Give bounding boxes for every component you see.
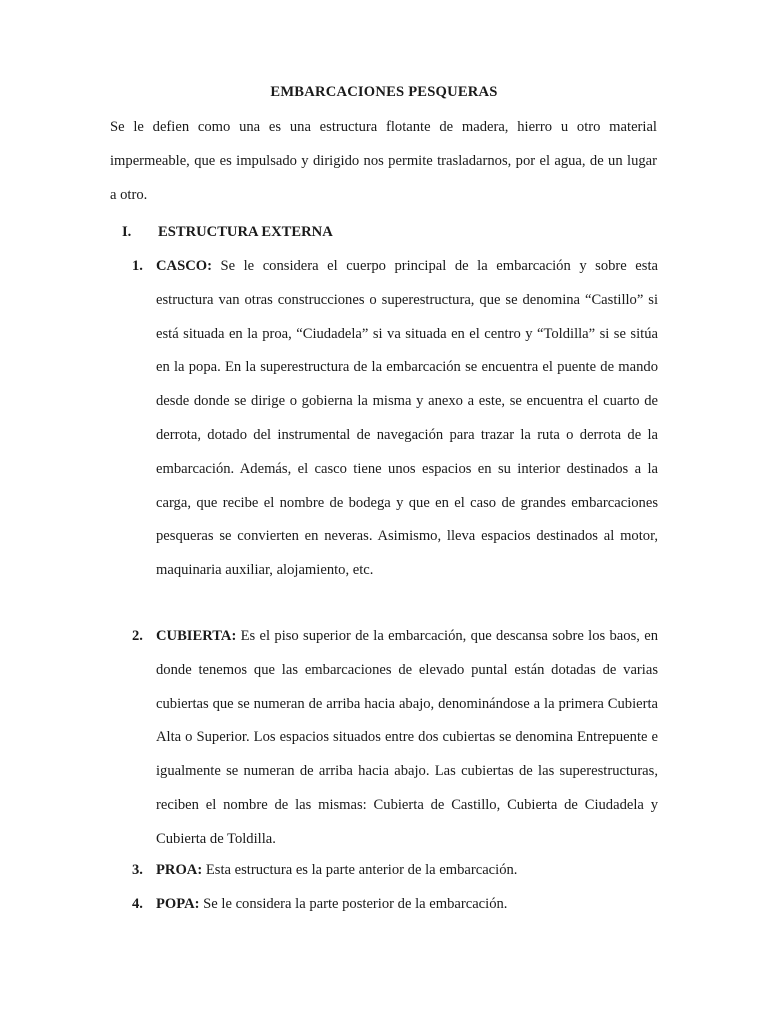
list-item-number: 3. — [132, 862, 143, 878]
list-item-label: POPA: — [156, 896, 200, 912]
list-item-label: PROA: — [156, 862, 203, 878]
list-item-number: 1. — [132, 258, 143, 274]
list-item-label: CUBIERTA: — [156, 628, 237, 644]
section-title: ESTRUCTURA EXTERNA — [158, 224, 333, 240]
list-item-number: 2. — [132, 628, 143, 644]
list-item-cubierta — [132, 620, 658, 857]
list-item-proa — [132, 854, 658, 888]
document-title: EMBARCACIONES PESQUERAS — [270, 84, 498, 100]
list-item-text: Se le considera el cuerpo principal de la embarcación y sobre esta estructura van otras construcciones o superestructura, que se denomina “Castillo” si está situada en la proa, “Ciudadela” si va situada en el centro y “Toldilla” si se sitúa en la popa. En la superestructura de la embarcación se encuentra el puente de mando desde donde se dirige o gobierna la misma y anexo a este, se encuentra el cuarto de derrota, dotado del instrumental de navegación para trazar la ruta o derrota de la embarcación. Además, el casco tiene unos espacios en su interior destinados a la carga, que recibe el nombre de bodega y que en el caso de grandes embarcaciones pesqueras se convierten en neveras. Asimismo, lleva espacios destinados al motor, maquinaria auxiliar, alojamiento, etc. — [156, 258, 658, 579]
list-item-text: Se le considera la parte posterior de la embarcación. — [199, 896, 508, 912]
list-item-popa — [132, 888, 658, 922]
intro-paragraph: Se le defien como una es una estructura flotante de madera, hierro u otro material impermeable, que es impulsado y dirigido nos permite trasladarnos, por el agua, de un lugar a otro. — [110, 119, 657, 203]
list-item-text: Es el piso superior de la embarcación, que descansa sobre los baos, en donde tenemos que las embarcaciones de elevado puntal están dotadas de varias cubiertas que se numeran de arriba hacia abajo, denominándose a la primera Cubierta Alta o Superior. Los espacios situados entre dos cubiertas se denomina Entrepuente e igualmente se numeran de arriba hacia abajo. Las cubiertas de las superestructuras, reciben el nombre de las mismas: Cubierta de Castillo, Cubierta de Ciudadela y Cubierta de Toldilla. — [156, 628, 658, 847]
list-item-text: Esta estructura es la parte anterior de la embarcación. — [202, 862, 518, 878]
list-item-casco — [132, 250, 658, 588]
section-heading — [122, 224, 333, 241]
list-item-number: 4. — [132, 896, 143, 912]
section-number: I. — [122, 224, 132, 240]
list-item-label: CASCO: — [156, 258, 212, 274]
